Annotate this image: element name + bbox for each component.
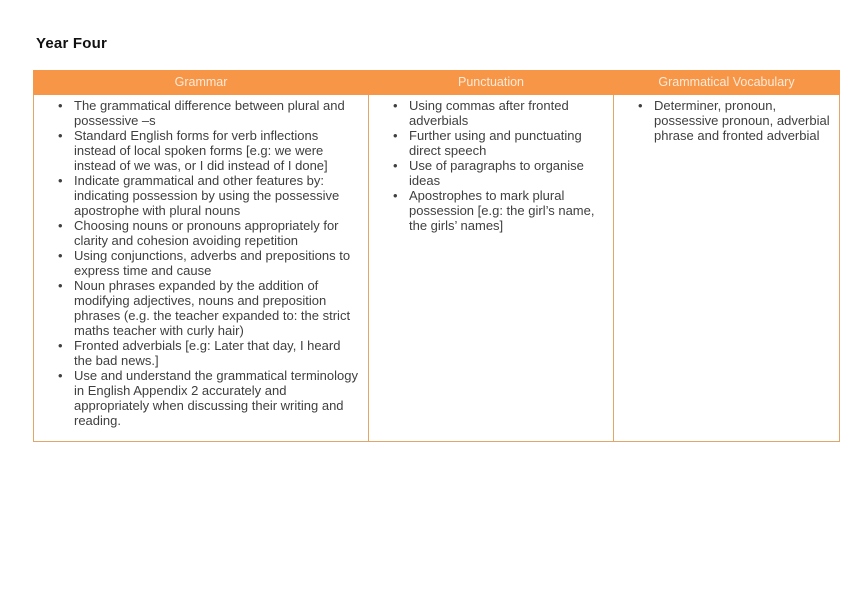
grammatical-vocabulary-list (614, 98, 835, 143)
column-header-punctuation: Punctuation (369, 71, 614, 95)
grammar-cell (34, 95, 369, 442)
table-header-row (34, 71, 840, 95)
page-title: Year Four (36, 35, 107, 52)
list-item: • Apostrophes to mark plural possession [e.g: the girl’s name, the girls’ names] (409, 188, 605, 233)
column-header-grammatical-vocabulary: Grammatical Vocabulary (614, 71, 840, 95)
list-item: • Noun phrases expanded by the addition of modifying adjectives, nouns and preposition phrases (e.g. the teacher expanded to: the strict maths teacher with curly hair) (74, 278, 360, 338)
grammar-list (34, 98, 364, 428)
list-item: • Using commas after fronted adverbials (409, 98, 605, 128)
list-item: • Choosing nouns or pronouns appropriately for clarity and cohesion avoiding repetition (74, 218, 360, 248)
list-item: • Fronted adverbials [e.g: Later that day, I heard the bad news.] (74, 338, 360, 368)
grammatical-vocabulary-cell (614, 95, 840, 442)
list-item: • Determiner, pronoun, possessive pronoun, adverbial phrase and fronted adverbial (654, 98, 831, 143)
table-body-row (34, 95, 840, 442)
list-item: • Further using and punctuating direct speech (409, 128, 605, 158)
list-item: • Use and understand the grammatical terminology in English Appendix 2 accurately and appropriately when discussing their writing and reading. (74, 368, 360, 428)
list-item: • Indicate grammatical and other features by: indicating possession by using the possessive apostrophe with plural nouns (74, 173, 360, 218)
list-item: • Use of paragraphs to organise ideas (409, 158, 605, 188)
list-item: • The grammatical difference between plural and possessive –s (74, 98, 360, 128)
list-item: • Using conjunctions, adverbs and prepositions to express time and cause (74, 248, 360, 278)
punctuation-list (369, 98, 609, 233)
punctuation-cell (369, 95, 614, 442)
curriculum-table (33, 70, 840, 442)
list-item: • Standard English forms for verb inflections instead of local spoken forms [e.g: we were instead of we was, or I did instead of I done] (74, 128, 360, 173)
column-header-grammar: Grammar (34, 71, 369, 95)
